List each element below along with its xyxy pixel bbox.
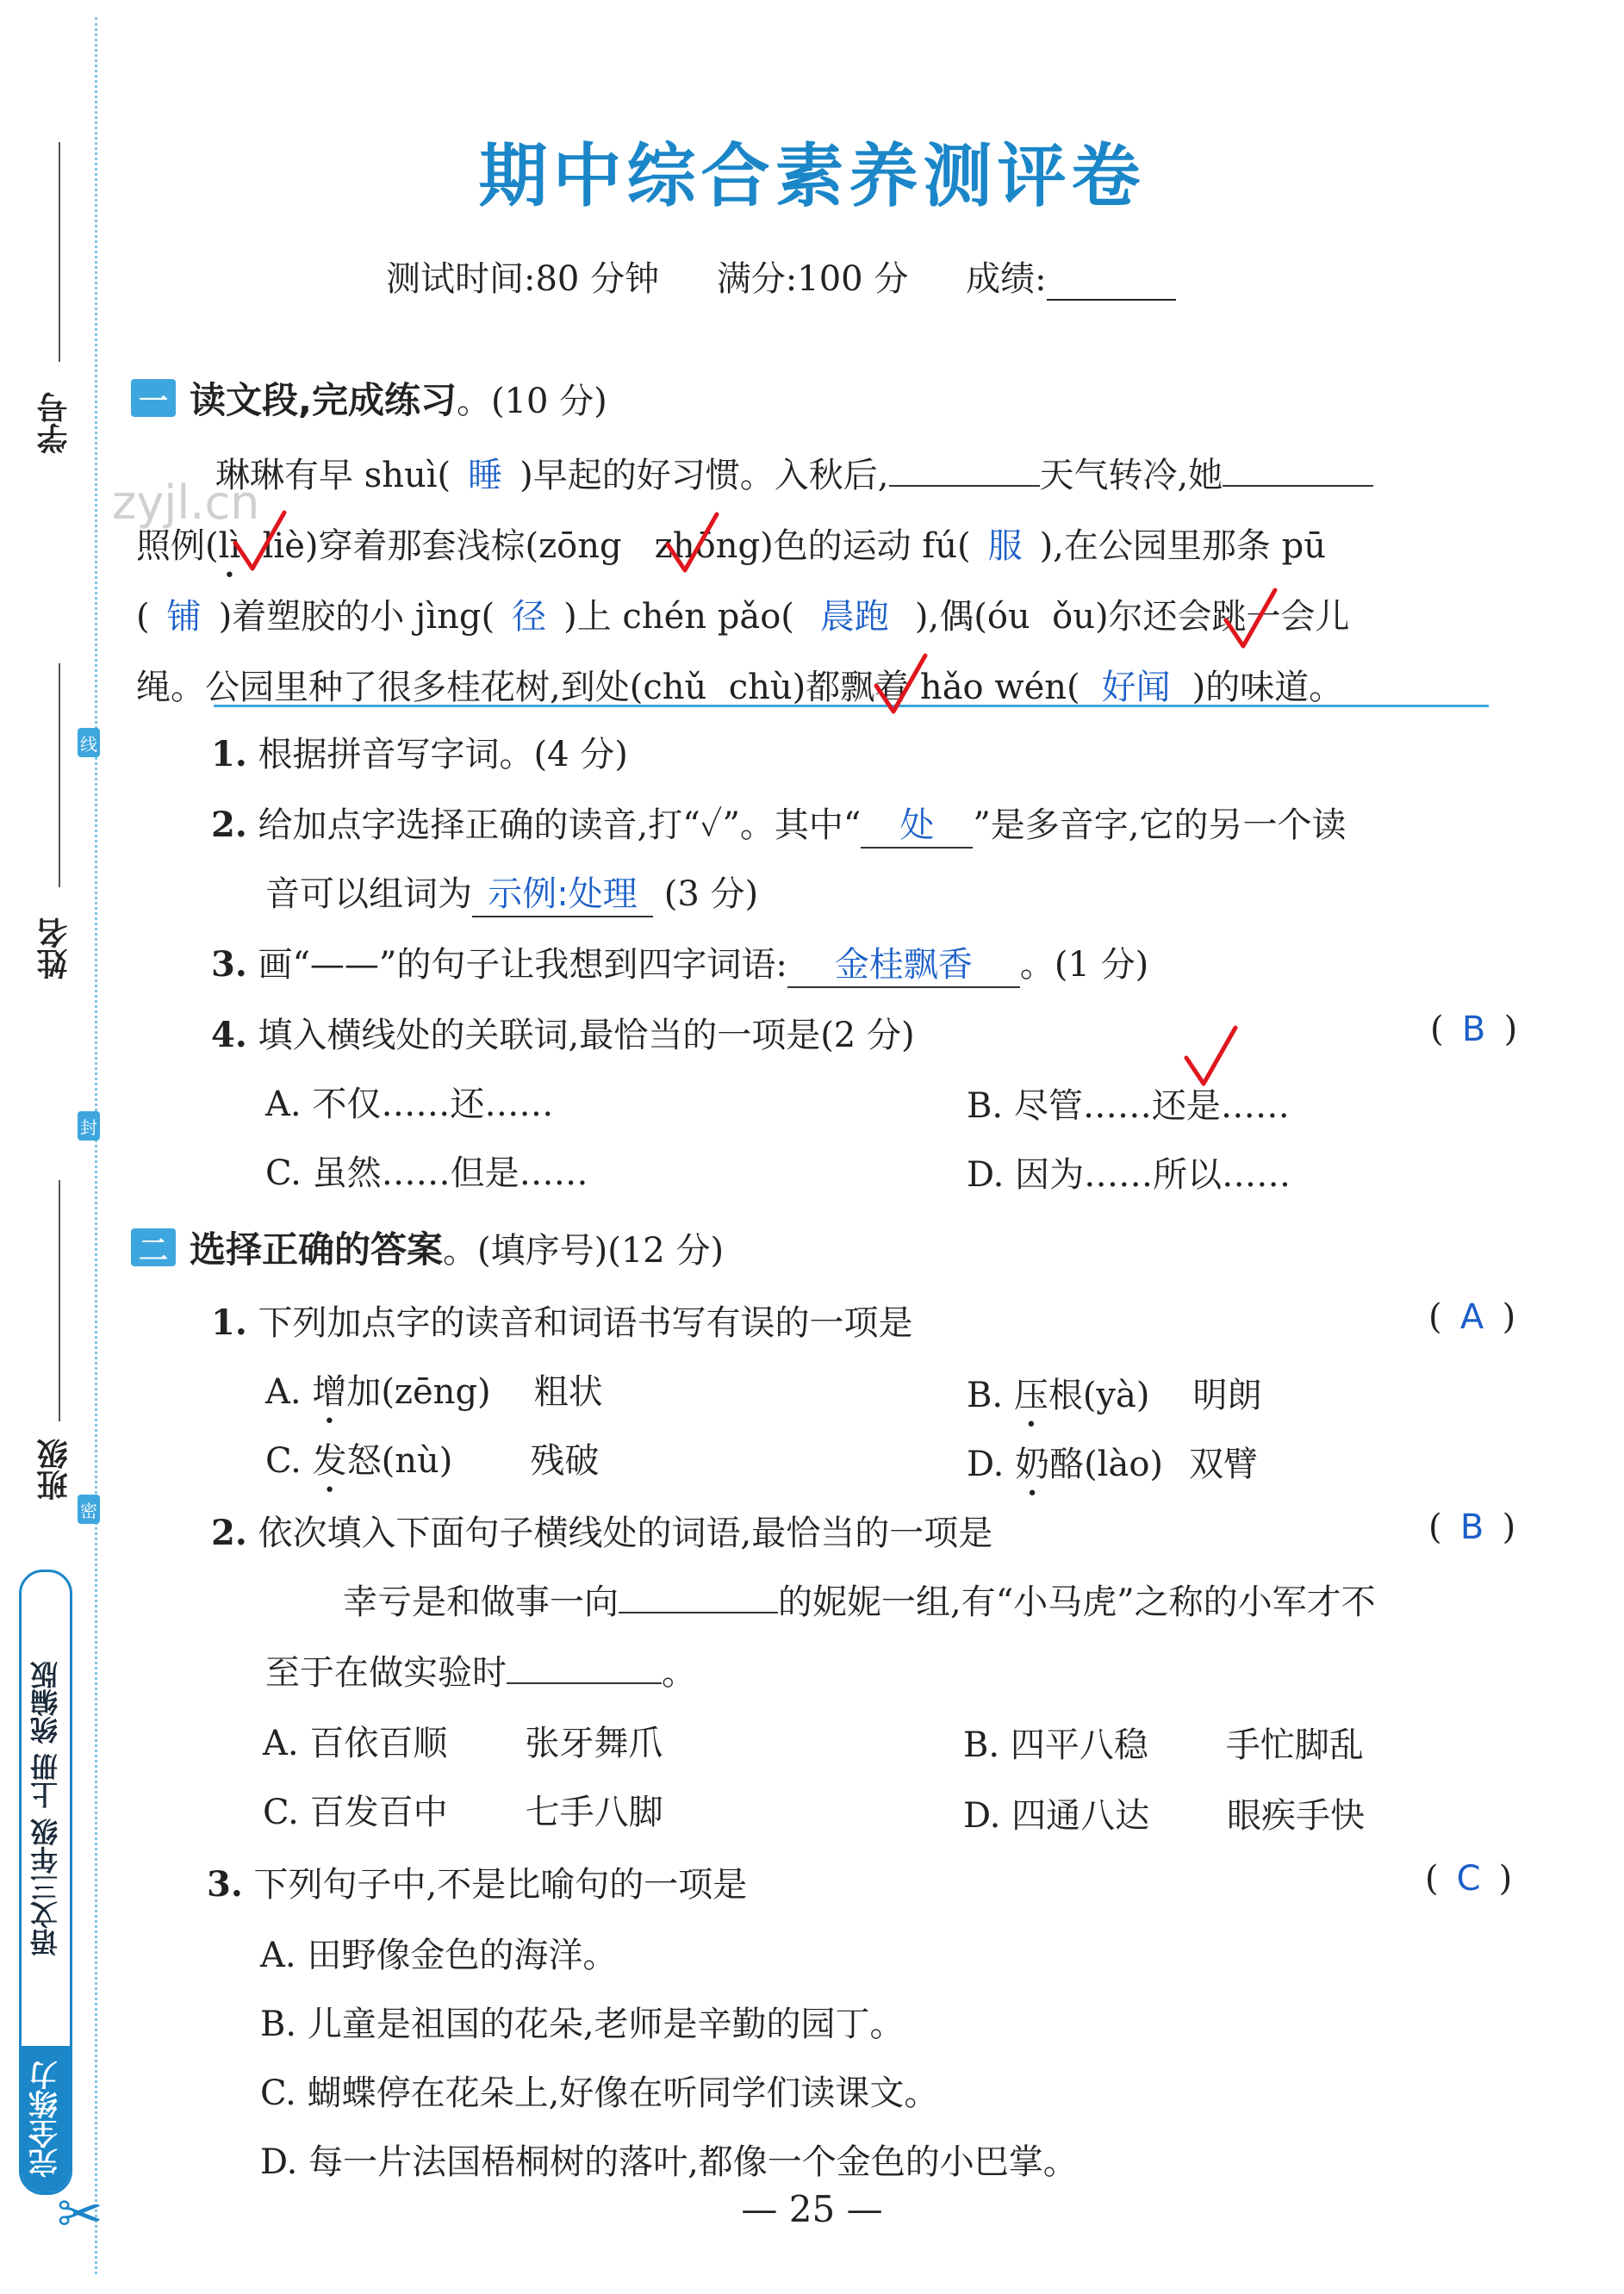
passage-line-2: 照例(lì • liè)穿着那套浅棕(zōng zhōng)色的运动 fú( 服 ),在公园里那条 pū [136,519,1326,568]
option-b: B. 儿童是祖国的花朵,老师是辛勤的园丁。 [260,2005,905,2044]
score-blank [1047,273,1176,301]
handwritten-answer: 铺 [166,597,202,637]
name-label: 姓名 [37,917,72,979]
question-2-2: 2. 依次填入下面句子横线处的词语,最恰当的一项是 [211,1513,993,1553]
answer-bracket: ( B ) [1430,1010,1518,1049]
answer-bracket: ( A ) [1428,1297,1516,1337]
option-c: C. 百发百中 七手八脚 [263,1793,663,1832]
question-2-2-sentence-cont: 至于在做实验时 。 [265,1653,696,1693]
cut-mark-line: 线 [78,728,100,757]
option-a: A. 百依百顺 张牙舞爪 [263,1724,663,1763]
handwritten-answer: 径 [512,597,547,637]
cut-mark-secret: 密 [78,1495,100,1524]
question-2-3: 3. 下列句子中,不是比喻句的一项是 [207,1864,748,1905]
section-title: 读文段,完成练习 [190,379,457,421]
handwritten-answer: 服 [987,526,1023,566]
section-title: 选择正确的答案 [190,1228,444,1271]
question-2-1: 1. 下列加点字的读音和词语书写有误的一项是 [211,1302,913,1343]
exam-time: 测试时间:80 分钟 [386,259,660,299]
option-c: C. 虽然……但是…… [265,1153,588,1193]
section-score: 。(10 分) [456,381,607,421]
book-label-band [19,1570,72,2195]
option-d: D. 四通八达 眼疾手快 [963,1796,1366,1836]
exam-full-score: 满分:100 分 [716,259,909,299]
option-c: C. 蝴蝶停在花朵上,好像在听同学们读课文。 [260,2073,939,2113]
student-no-label: 学号 [37,392,72,454]
handwritten-answer: A [1459,1297,1484,1337]
check-mark-icon [231,508,291,577]
handwritten-answer: B [1459,1508,1484,1547]
fill-blank [889,485,1040,487]
option-d: D. 因为……所以…… [967,1155,1291,1195]
question-1-3: 3. 画“——”的句子让我想到四字词语: 金桂飘香 。(1 分) [211,937,1148,988]
check-mark-icon [872,651,932,720]
answer-bracket: ( B ) [1428,1508,1516,1547]
question-1-2: 2. 给加点字选择正确的读音,打“✓”。其中“ 处 ”是多音字,它的另一个读 [211,798,1347,849]
book-edition: 语文三年级 上册 统编版 [29,1661,62,1957]
fill-blank [619,1612,778,1613]
check-mark-icon [663,510,724,579]
handwritten-answer: C [1456,1859,1481,1899]
question-1-1: 1. 根据拼音写字词。(4 分) [211,734,628,774]
option-b: B. 四平八稳 手忙脚乱 [963,1725,1364,1765]
option-a: A. 田野像金色的海洋。 [260,1936,618,1975]
fill-blank [507,1682,662,1684]
page-title: 期中综合素养测评卷 [478,136,1146,216]
option-a: A. 不仅……还…… [265,1085,554,1124]
student-underline [214,705,1489,707]
brand-logo: 完全练力 [22,2046,70,2192]
section-badge: 一 [131,379,176,417]
handwritten-answer: 金桂飘香 [787,937,1020,988]
passage-line-3: ( 铺 )着塑胶的小 jìng( 径 )上 chén pǎo( 晨跑 ),偶(óu ǒu)尔还会跳一会儿 [136,589,1350,638]
section-2-heading [131,1222,724,1273]
question-2-2-sentence: 幸亏是和做事一向 的妮妮一组,有“小马虎”之称的小军才不 [343,1582,1376,1622]
section-score: 。(填序号)(12 分) [443,1230,725,1271]
binding-margin [0,0,103,2294]
handwritten-answer: 处 [861,798,973,849]
handwritten-answer: 睡 [468,456,503,495]
handwritten-answer: 晨跑 [819,597,889,637]
option-d: D. 每一片法国梧桐树的落叶,都像一个金色的小巴掌。 [260,2142,1078,2182]
handwritten-answer: 好闻 [1101,668,1171,707]
name-field [59,663,60,887]
class-label: 班级 [37,1439,72,1501]
fill-blank [1223,485,1373,487]
cut-mark-seal: 封 [78,1111,100,1141]
cut-line [95,17,97,2274]
handwritten-answer: 示例:处理 [472,867,653,917]
scissors-icon: ✂ [57,2183,103,2247]
option-b: B. 压根(yà) 明朗 [967,1376,1262,1415]
class-field [59,1180,60,1421]
option-a: A. 增加(zēng) 粗状 [265,1372,603,1412]
passage-line-1: 琳琳有早 shuì( 睡 )早起的好习惯。入秋后, 天气转冷,她 [215,448,1373,497]
handwritten-answer: B [1461,1010,1486,1049]
page-number: — 25 — [741,2188,883,2230]
score-label: 成绩: [966,259,1047,299]
question-1-4: 4. 填入横线处的关联词,最恰当的一项是(2 分) [211,1015,915,1055]
section-1-heading [131,372,607,424]
check-mark-icon [1222,586,1282,655]
section-badge: 二 [131,1228,176,1266]
passage-line-4: 绳。公园里种了很多桂花树,到处(chǔ chù)都飘着 hǎo wén( 好闻 )的味道。 [136,660,1343,709]
question-1-2-cont: 音可以组词为 示例:处理 (3 分) [265,867,758,917]
option-c: C. 发怒(nù) 残破 [265,1441,600,1481]
exam-meta [386,252,1176,301]
answer-bracket: ( C ) [1425,1859,1513,1899]
option-d: D. 奶酪(lào) 双臂 [967,1445,1259,1484]
option-b: B. 尽管……还是…… [967,1086,1290,1126]
watermark: zyjl.cn [112,476,260,530]
